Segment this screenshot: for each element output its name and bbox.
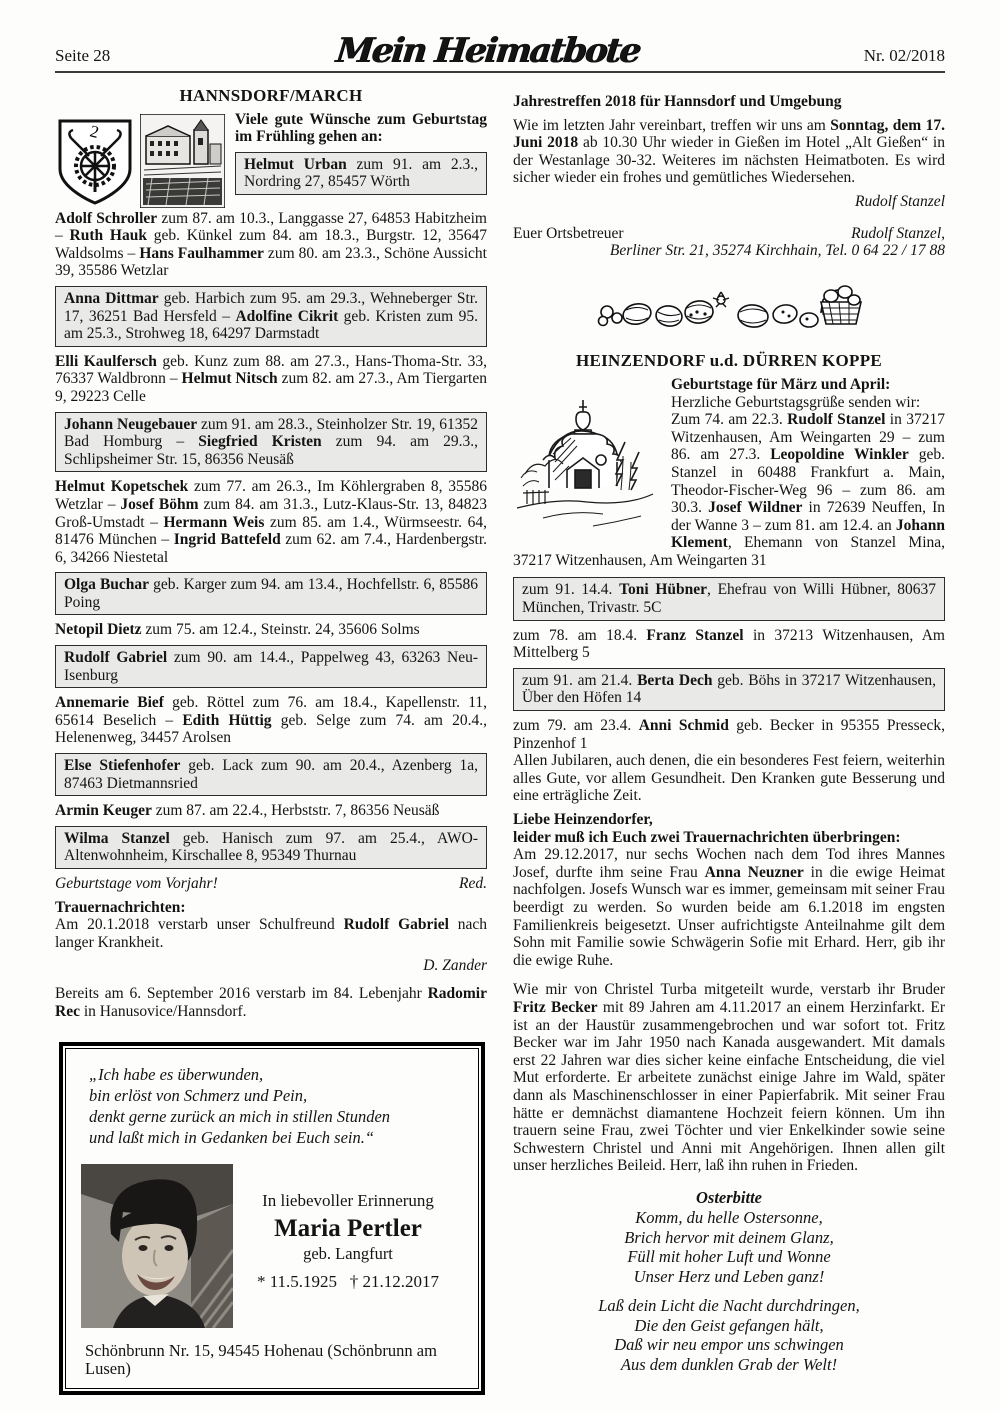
meeting-paragraph: Wie im letzten Jahr vereinbart, treffen wir uns am Sonntag, dem 17. Juni 2018 ab 10.30 Uhr wieder in Gießen im Hotel „Alt Gießen“ in der Westanlage 30-32. Weiteres im nächsten Heimatboten. Es wird sicher wieder ein frohes und gemütliches Wiedersehen. (513, 116, 945, 187)
memorial-maiden-name: geb. Langfurt (303, 1244, 393, 1264)
caretaker-label: Euer Ortsbetreuer (513, 224, 624, 242)
memorial-dates: * 11.5.1925 † 21.12.2017 (256, 1271, 440, 1291)
birthday-box-dech: zum 91. am 21.4. Berta Dech geb. Böhs in 37217 Witzenhausen, Über den Höfen 14 (513, 668, 945, 711)
page-header (55, 31, 945, 71)
birthday-box-buchar: Olga Buchar geb. Karger zum 94. am 13.4., Hochfellstr. 6, 85586 Poing (55, 572, 487, 615)
heinzendorf-bday-intro: Herzliche Geburtstagsgrüße senden wir: (671, 393, 921, 411)
memorial-name: Maria Pertler (274, 1214, 422, 1242)
easter-poem-stanza-2: Laß dein Licht die Nacht durchdringen, Die den Geist gefangen hält, Daß wir neu empor uns schwingen Aus dem dunklen Grab der Welt! (598, 1296, 860, 1374)
section-title-heinzendorf: HEINZENDORF u.d. DÜRREN KOPPE (575, 351, 883, 371)
birthday-paragraph: Armin Keuger zum 87. am 22.4., Herbststr. 7, 86356 Neusäß (55, 802, 440, 820)
hannsdorf-images (55, 114, 225, 208)
birthday-paragraph: zum 78. am 18.4. Franz Stanzel in 37213 Witzenhausen, Am Mittelberg 5 (513, 626, 945, 662)
section-title-hannsdorf: HANNSDORF/MARCH (179, 86, 363, 105)
birthday-box-huebner: zum 91. 14.4. Toni Hübner, Ehefrau von Willi Hübner, 80637 München, Trivastr. 5C (513, 577, 945, 620)
left-column (55, 87, 487, 1395)
dear-heinzendorfer-line1: Liebe Heinzendorfer, (513, 811, 653, 828)
memorial-text (233, 1164, 463, 1290)
issue-number: Nr. 02/2018 (863, 46, 945, 65)
birthday-box-dittmar: Anna Dittmar geb. Harbich zum 95. am 29.3., Wehneberger Str. 17, 36251 Bad Hersfeld – Adolfine Cikrit geb. Kristen zum 95. am 25.3., Strohweg 18, 64297 Darmstadt (55, 286, 487, 347)
birthday-paragraph: Netopil Dietz zum 75. am 12.4., Steinstr. 24, 35606 Solms (55, 621, 420, 639)
birthday-paragraph: zum 79. am 23.4. Anni Schmid geb. Becker in 95355 Presseck, Pinzenhof 1 (513, 717, 946, 752)
birthday-box-stanzel: Wilma Stanzel geb. Hanisch zum 97. am 25.4., AWO-Altenwohnheim, Kirschallee 8, 95349 Thurnau (55, 826, 487, 869)
redaktion-label: Red. (459, 875, 487, 892)
page-number: Seite 28 (55, 46, 111, 65)
obituary-neuzner: Am 29.12.2017, nur sechs Wochen nach dem Tod ihres Mannes Josef, durfte ihm seine Frau Anna Neuzner in die ewige Heimat nachfolgen. Josefs Wunsch war es immer, gemeinsam mit seiner Frau beerdigt zu werden. So wurden beide am 6.1.2018 im engsten Familienkreis beigesetzt. Unser aufrichtigste Anteilnahme gilt dem Sohn mit Familie sowie Schwägerin Sofie mit Erhard. Herr, gib ihr die ewige Ruhe. (513, 846, 946, 969)
heinzendorf-bday-title: Geburtstage für März und April: (671, 375, 891, 393)
birthday-box-neugebauer: Johann Neugebauer zum 91. am 28.3., Steinholzer Str. 19, 61352 Bad Homburg – Siegfried Kristen zum 94. am 29.3., Schlipsheimer Str. 15, 86356 Neusäß (55, 412, 487, 473)
memorial-poem: „Ich habe es überwunden, bin erlöst von Schmerz und Pein, denkt gerne zurück an mich in stillen Stunden und laßt mich in Gedanken bei Euch sein.“ (89, 1065, 391, 1148)
hannsdorf-coat-of-arms-icon (55, 114, 135, 208)
caretaker-row (513, 225, 945, 243)
memorial-card-pertler (59, 1042, 485, 1395)
masthead-title: Mein Heimatbote (333, 31, 641, 71)
easter-poem-title: Osterbitte (696, 1187, 762, 1207)
vorjahr-row (55, 875, 487, 893)
obituary-becker: Wie mir von Christel Turba mitgeteilt wurde, verstarb ihr Bruder Fritz Becker mit 89 Jahren am 4.11.2017 an einem Herzinfarkt. Er ist an der Haustür zusammengebrochen und war sofort tot. Fritz Becker war im Jahr 1950 nach Kanada ausgewandert. Mit damals erst 22 Jahren war dies sicher keine einfache Entscheidung, die viel Mut erforderte. Er arbeitete zunächst einige Jahre im Wald, später dann als Maschinenschlosser in einer Papierfabrik. Mit seiner Frau hätte er demnächst diamantene Hochzeit feiern können. Um ihn trauern seine Frau, zwei Töchter und vier Enkelkinder sowie seine Schwestern Christel und Anni mit Angehörigen. Ihnen allen gilt unser herzliches Beileid. Herr, laß ihn ruhen in Frieden. (513, 981, 945, 1175)
obituary-paragraph: Bereits am 6. September 2016 verstarb im 84. Lebenjahr Radomir Rec in Hanusovice/Hannsdorf. (55, 984, 487, 1020)
meeting-signature: Rudolf Stanzel (855, 192, 945, 210)
page-columns (55, 87, 945, 1395)
easter-eggs-basket-ornament (513, 274, 945, 337)
caretaker-name: Rudolf Stanzel, (851, 224, 945, 242)
jubilare-paragraph: Allen Jubilaren, auch denen, die ein besonderes Fest feiern, weiterhin alles Gute, vor allem Gesundheit. Den Kranken gute Besserung und eine erträgliche Zeit. (513, 752, 945, 805)
heinzendorf-church-sketch (513, 378, 659, 540)
birthday-paragraph: Adolf Schroller zum 87. am 10.3., Langgasse 27, 64853 Habitzheim – Ruth Hauk geb. Künkel zum 84. am 18.3., Burgstr. 12, 35647 Waldsolms – Hans Faulhammer zum 80. am 23.3., Schöne Aussicht 39, 35586 Wetzlar (55, 209, 488, 280)
birthday-box-urban: Helmut Urban zum 91. am 2.3., Nordring 27, 85457 Wörth (235, 152, 487, 195)
meeting-title: Jahrestreffen 2018 für Hannsdorf und Umgebung (513, 93, 842, 110)
svg-text:2: 2 (88, 121, 101, 142)
vorjahr-note: Geburtstage vom Vorjahr! (55, 875, 218, 892)
dear-heinzendorfer-line2: leider muß ich Euch zwei Trauernachrichten überbringen: (513, 828, 901, 846)
right-column (513, 87, 945, 1395)
maria-pertler-portrait-photo (81, 1164, 233, 1328)
birthday-box-gabriel: Rudolf Gabriel zum 90. am 14.4., Pappelweg 43, 63263 Neu-Isenburg (55, 645, 487, 688)
birthday-box-stiefenhofer: Else Stiefenhofer geb. Lack zum 90. am 20.4., Azenberg 1a, 87463 Dietmannsried (55, 753, 487, 796)
caretaker-address: Berliner Str. 21, 35274 Kirchhain, Tel. 0 64 22 / 17 88 (609, 242, 945, 260)
birthday-paragraph: Helmut Kopetschek zum 77. am 26.3., Im Köhlergraben 8, 35586 Wetzlar – Josef Böhm zum 84. am 31.3., Lutz-Klaus-Str. 13, 84823 Groß-Umstadt – Hermann Weis zum 85. am 1.4., Würmseestr. 64, 81476 München – Ingrid Battefeld zum 62. am 7.4., Hardenbergstr. 6, 34266 Niestetal (55, 478, 488, 566)
memorial-intro: In liebevoller Erinnerung (262, 1191, 434, 1211)
hannsdorf-village-engraving (140, 114, 225, 208)
heinzendorf-bday-paragraph: Zum 74. am 22.3. Rudolf Stanzel in 37217 Witzenhausen, Am Weingarten 29 – zum 86. am 27.3. Leopoldine Winkler geb. Stanzel in 60488 Frankfurt a. Main, Theodor-Fischer-Weg 96 – zum 86. am 30.3. Josef Wildner in 72639 Neuffen, In der Wanne 3 – zum 81. am 12.4. an Johann Klement, Ehemann von Stanzel Mina, 37217 Witzenhausen, Am Weingarten 31 (513, 411, 946, 569)
birthday-intro: Viele gute Wünsche zum Geburtstag im Frühling gehen an: (235, 110, 487, 146)
memorial-address: Schönbrunn Nr. 15, 94545 Hohenau (Schönbrunn am Lusen) (85, 1341, 437, 1378)
obituaries-title: Trauernachrichten: (55, 898, 186, 916)
obituary-signature: D. Zander (423, 957, 487, 975)
birthday-paragraph: Annemarie Bief geb. Röttel zum 76. am 18.4., Kapellenstr. 11, 65614 Beselich – Edith Hüttig geb. Selge zum 74. am 20.4., Helenenweg, 34457 Arolsen (55, 694, 487, 747)
birthday-paragraph: Elli Kaulfersch geb. Kunz zum 88. am 27.3., Hans-Thoma-Str. 33, 76337 Waldbronn – Helmut Nitsch zum 82. am 27.3., Am Tiergarten 9, 29223 Celle (55, 352, 487, 405)
obituary-paragraph: Am 20.1.2018 verstarb unser Schulfreund Rudolf Gabriel nach langer Krankheit. (55, 916, 487, 951)
memorial-body (81, 1164, 463, 1328)
header-rule (55, 71, 945, 73)
easter-poem-stanza-1: Komm, du helle Ostersonne, Brich hervor mit deinem Glanz, Füll mit hoher Luft und Wonne Unser Herz und Leben ganz! (624, 1208, 834, 1286)
